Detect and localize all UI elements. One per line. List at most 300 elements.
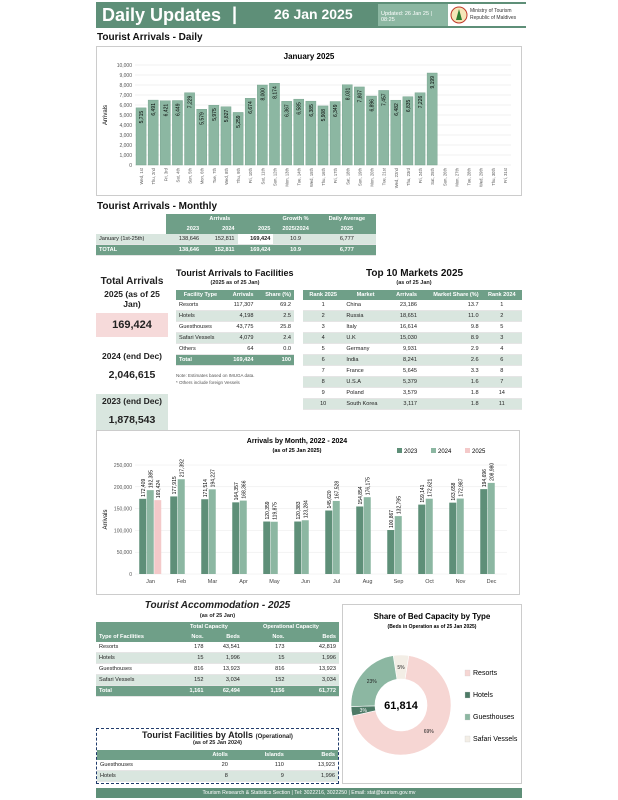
x-tick-label: Mar — [207, 579, 218, 585]
cell: 2 — [482, 311, 522, 322]
x-tick-label: Sun, 5th — [187, 168, 193, 184]
cell: 169,424 — [225, 355, 257, 366]
bar — [457, 499, 464, 574]
cell: 1.6 — [420, 377, 482, 388]
data-label: 176,175 — [365, 477, 372, 496]
cell: 8,241 — [388, 355, 420, 366]
y-tick-label: 1,000 — [119, 153, 132, 159]
data-label: 120,359 — [265, 501, 271, 520]
cell: 9.8 — [420, 322, 482, 333]
cell: 0.0 — [257, 344, 295, 355]
cell: 2.4 — [257, 333, 295, 344]
cell: 13,923 — [207, 664, 243, 675]
cell: 3 — [303, 322, 343, 333]
bar — [395, 516, 402, 574]
data-label: 5,259 — [236, 115, 243, 128]
cell: Safari Vessels — [176, 333, 225, 344]
y-tick-label: 150,000 — [113, 506, 132, 513]
data-label: 168,366 — [241, 480, 248, 499]
bar — [201, 499, 208, 574]
data-label: 100,867 — [389, 509, 395, 529]
legend-swatch — [465, 448, 470, 453]
cell: 2 — [303, 311, 343, 322]
legend-label: 2025 — [472, 449, 486, 455]
cell: Resorts — [176, 300, 225, 311]
x-tick-label: Fri, 10th — [248, 168, 254, 184]
bar — [449, 503, 456, 574]
data-label: 159,141 — [420, 484, 426, 503]
cell: 4 — [482, 344, 522, 355]
total-arrivals-title: Total Arrivals — [100, 276, 164, 287]
x-tick-label: Mon, 13th — [284, 168, 290, 187]
data-label: 5,579 — [199, 112, 206, 125]
arrivals-group-header: Arrivals — [166, 214, 273, 224]
legend-swatch — [465, 670, 470, 676]
atolls-subtitle: (as of 25 Jan 2024) — [193, 740, 242, 746]
y-tick-label: 7,000 — [119, 93, 132, 99]
footer-bar: Tourism Research & Statistics Section | Tel: 3022216, 3022250 | Email: stat@tourism.gov.mv — [96, 788, 522, 798]
cell: 1,996 — [287, 653, 339, 664]
y-tick-label: 9,000 — [119, 73, 132, 79]
cell: Guesthouses — [96, 664, 175, 675]
cell: 18,651 — [388, 311, 420, 322]
x-tick-label: Fri, 3rd — [163, 168, 169, 182]
cell: 25.8 — [257, 322, 295, 333]
label-2023: 2023 (end Dec) — [96, 394, 168, 408]
atolls-table — [97, 750, 338, 782]
bed-share-panel — [342, 604, 522, 784]
table-total-row — [176, 355, 294, 366]
data-label: 7,457 — [381, 93, 388, 106]
accommodation-subtitle: (as of 25 Jan) — [199, 613, 236, 619]
facilities-title: Tourist Arrivals to Facilities — [176, 268, 294, 278]
emblem-icon — [450, 6, 468, 24]
table-row — [303, 366, 522, 377]
chart-subtitle: (as of 25 Jan 2025) — [272, 448, 322, 454]
cell: 15,030 — [388, 333, 420, 344]
col-daily: 2025 — [318, 224, 376, 234]
cell: 4,079 — [225, 333, 257, 344]
chart-title: Share of Bed Capacity by Type — [373, 612, 491, 621]
legend-label: 2023 — [404, 449, 418, 455]
data-label: 6,585 — [296, 102, 303, 115]
table-row — [97, 760, 338, 771]
table-row — [176, 300, 294, 311]
cell: 138,646 — [166, 234, 202, 245]
bar — [232, 502, 239, 574]
cell: 9 — [231, 771, 287, 782]
col-2023: 2023 — [166, 224, 202, 234]
cell: 1,996 — [287, 771, 338, 782]
bar — [364, 497, 371, 574]
cell: 2.9 — [420, 344, 482, 355]
cell: 8 — [183, 771, 231, 782]
cell: 20 — [183, 760, 231, 771]
data-label: 5,715 — [139, 110, 146, 124]
table-row — [96, 653, 339, 664]
x-tick-label: Nov — [455, 579, 466, 585]
cell: Safari Vessels — [96, 675, 175, 686]
cell: 10.9 — [273, 245, 317, 256]
x-tick-label: Sat, 25th — [430, 168, 436, 185]
x-tick-label: Thu, 30th — [490, 168, 496, 186]
y-tick-label: 250,000 — [113, 463, 132, 469]
cell: 138,646 — [166, 245, 202, 256]
data-label: 8,000 — [260, 88, 267, 101]
legend-label: Safari Vessels — [473, 736, 518, 743]
cell: Hotels — [96, 653, 175, 664]
top10-title: Top 10 Markets 2025 — [366, 268, 464, 279]
cell: 6 — [303, 355, 343, 366]
y-axis-label: Arrivals — [103, 509, 109, 530]
atolls-panel — [96, 728, 339, 784]
x-tick-label: Wed, 1st — [139, 168, 145, 185]
data-label: 169,424 — [156, 480, 162, 499]
ministry-name: Ministry of Tourism — [470, 8, 512, 14]
data-label: 171,514 — [203, 479, 209, 498]
x-tick-label: Tue, 14th — [296, 168, 302, 186]
x-tick-label: May — [269, 579, 280, 585]
data-label: 172,621 — [427, 478, 434, 497]
column-header: Facility Type — [176, 290, 225, 300]
value-2024: 2,046,615 — [108, 369, 156, 381]
bar — [426, 499, 433, 574]
table-row — [303, 377, 522, 388]
legend-label: 2024 — [438, 449, 452, 455]
bar — [418, 505, 425, 574]
monthly-section-title: Tourist Arrivals - Monthly — [97, 201, 218, 212]
data-label: 6,367 — [284, 104, 291, 117]
x-tick-label: Thu, 23rd — [405, 168, 411, 186]
daily-section-title: Tourist Arrivals - Daily — [97, 32, 203, 43]
slice-label: 5% — [397, 665, 405, 671]
value-2023: 1,878,543 — [96, 408, 168, 432]
cell: Guesthouses — [97, 760, 183, 771]
cell: 10.9 — [273, 234, 317, 245]
total-arrivals-panel — [96, 276, 168, 432]
cell: 117,307 — [225, 300, 257, 311]
y-tick-label: 100,000 — [113, 528, 132, 535]
data-label: 163,658 — [451, 482, 457, 501]
x-tick-label: Jun — [301, 579, 310, 585]
legend-swatch — [431, 448, 436, 453]
cell: 3,117 — [388, 399, 420, 410]
x-tick-label: Aug — [362, 579, 373, 585]
col-2024: 2024 — [202, 224, 237, 234]
x-tick-label: Tue, 7th — [211, 168, 217, 184]
column-header: Market — [343, 290, 387, 300]
facilities-note: Note: Estimates based on IMUGA data. — [176, 373, 255, 378]
y-tick-label: 4,000 — [119, 123, 132, 129]
data-label: 145,620 — [327, 490, 333, 509]
x-tick-label: Fri, 24th — [418, 168, 424, 184]
column-header: Rank 2024 — [482, 290, 522, 300]
cell: 61,772 — [287, 686, 339, 697]
cell: 6 — [482, 355, 522, 366]
cell: 7 — [482, 377, 522, 388]
cell: U.S.A — [343, 377, 387, 388]
cell: 1.8 — [420, 399, 482, 410]
cell: 16,614 — [388, 322, 420, 333]
bar — [154, 500, 161, 574]
data-label: 7,807 — [357, 89, 364, 103]
cell: 13,923 — [287, 760, 338, 771]
cell: 5 — [303, 344, 343, 355]
col-growth: 2025/2024 — [273, 224, 317, 234]
top10-table — [303, 290, 522, 410]
ministry-country: Republic of Maldives — [470, 15, 517, 21]
data-label: 7,226 — [418, 95, 425, 109]
atolls-title-text: Tourist Facilities by Atolls — [142, 730, 254, 740]
atolls-title-suffix: (Operational) — [255, 734, 293, 740]
updated-stamp: Updated: 26 Jan 25 | 08:25 — [378, 4, 448, 26]
bar — [387, 530, 394, 574]
data-label: 194,696 — [482, 469, 488, 488]
label-2025: 2025 (as of 25 Jan) — [104, 289, 160, 309]
cell: 62,494 — [207, 686, 243, 697]
data-label: 8,031 — [345, 87, 352, 101]
col-beds: Beds — [287, 632, 339, 642]
data-label: 120,383 — [296, 501, 302, 520]
column-header: Share (%) — [257, 290, 295, 300]
cell: 1 — [482, 300, 522, 311]
cell: 9,931 — [388, 344, 420, 355]
y-tick-label: 5,000 — [119, 113, 132, 119]
x-tick-label: Tue, 21st — [381, 168, 387, 186]
cell: Poland — [343, 388, 387, 399]
table-row — [176, 344, 294, 355]
legend-label: Hotels — [473, 692, 493, 699]
x-tick-label: Apr — [239, 579, 248, 585]
cell: 14 — [482, 388, 522, 399]
x-tick-label: Jan — [146, 579, 155, 585]
value-2025: 169,424 — [96, 313, 168, 337]
cell: 3,034 — [287, 675, 339, 686]
atolls-title — [97, 730, 338, 740]
data-label: 5,908 — [321, 108, 327, 122]
cell: 11.0 — [420, 311, 482, 322]
table-total-row — [96, 686, 339, 697]
bar — [209, 489, 216, 574]
y-axis-label: Arrivals — [103, 104, 109, 126]
table-row — [303, 355, 522, 366]
cell: South Korea — [343, 399, 387, 410]
x-tick-label: Sun, 12th — [272, 168, 278, 186]
table-row — [303, 399, 522, 410]
cell: 3.3 — [420, 366, 482, 377]
data-label: 167,528 — [334, 480, 341, 499]
data-label: 123,284 — [303, 500, 310, 519]
table-row — [303, 311, 522, 322]
total-capacity-header: Total Capacity — [175, 622, 243, 632]
data-label: 154,854 — [358, 486, 364, 505]
data-label: 8,174 — [272, 86, 279, 99]
x-tick-label: Wed, 8th — [223, 168, 229, 185]
table-total-row — [96, 245, 376, 256]
top10-subtitle: (as of 25 Jan) — [396, 280, 432, 286]
data-label: 6,349 — [333, 104, 340, 118]
cell: 110 — [231, 760, 287, 771]
bed-share-pie-chart — [343, 605, 521, 783]
cell: 15 — [175, 653, 207, 664]
cell: 152 — [243, 675, 288, 686]
y-tick-label: 200,000 — [113, 484, 132, 491]
bar — [488, 483, 495, 574]
cell: 1,156 — [243, 686, 288, 697]
bar — [325, 511, 332, 574]
data-label: 5,827 — [223, 109, 230, 123]
page-title: Daily Updates — [102, 5, 222, 25]
cell: 6,777 — [318, 234, 376, 245]
cell: 169,424 — [238, 234, 274, 245]
data-label: 6,482 — [393, 103, 400, 116]
cell: 15 — [243, 653, 288, 664]
cell: 152,811 — [202, 245, 237, 256]
x-tick-label: Sat, 4th — [175, 168, 181, 183]
cell: 7 — [303, 366, 343, 377]
x-tick-label: Thu, 2nd — [151, 168, 157, 185]
x-tick-label: Tue, 28th — [466, 168, 472, 186]
cell: Italy — [343, 322, 387, 333]
y-tick-label: 50,000 — [116, 550, 132, 557]
monthly-table — [96, 214, 376, 256]
cell: 8 — [482, 366, 522, 377]
cell: 1,161 — [175, 686, 207, 697]
legend-swatch — [397, 448, 402, 453]
chart-subtitle: (Beds in Operation as of 25 Jan 2025) — [387, 624, 477, 630]
header-date: 26 Jan 2025 — [274, 6, 353, 22]
cell: Germany — [343, 344, 387, 355]
y-tick-label: 3,000 — [119, 133, 132, 139]
cell: 5,379 — [388, 377, 420, 388]
header-bar — [96, 2, 526, 28]
bar — [480, 489, 487, 574]
bar — [139, 499, 146, 574]
x-tick-label: Thu, 16th — [321, 168, 326, 186]
cell: 42,819 — [287, 642, 339, 653]
x-tick-label: Sun, 26th — [442, 168, 448, 186]
bar — [271, 522, 278, 574]
bar — [356, 506, 363, 574]
x-tick-label: Sun, 19th — [357, 168, 363, 186]
x-tick-label: Sat, 11th — [260, 168, 266, 185]
data-label: 5,975 — [211, 108, 218, 121]
table-row — [176, 322, 294, 333]
bar — [302, 520, 309, 574]
chart-title: Arrivals by Month, 2022 - 2024 — [246, 438, 348, 445]
x-tick-label: Fri, 17th — [333, 168, 339, 184]
bar — [170, 496, 177, 574]
cell: 9 — [303, 388, 343, 399]
row-label: TOTAL — [96, 245, 166, 256]
x-tick-label: Feb — [176, 579, 187, 585]
cell: Guesthouses — [176, 322, 225, 333]
label-2024: 2024 (end Dec) — [102, 351, 162, 361]
ministry-logo — [448, 4, 526, 26]
col-beds: Beds — [207, 632, 243, 642]
cell: India — [343, 355, 387, 366]
accommodation-title: Tourist Accommodation - 2025 — [144, 600, 291, 611]
table-row — [97, 771, 338, 782]
x-tick-label: Oct — [425, 579, 434, 585]
x-tick-label: Mon, 20th — [369, 168, 375, 187]
cell: 10 — [303, 399, 343, 410]
y-tick-label: 0 — [129, 572, 132, 578]
data-label: 192,385 — [148, 470, 155, 489]
x-tick-label: Wed, 15th — [308, 168, 314, 188]
cell: 1 — [303, 300, 343, 311]
cell: Total — [96, 686, 175, 697]
cell: 3,034 — [207, 675, 243, 686]
y-tick-label: 6,000 — [119, 103, 132, 109]
bar — [333, 501, 340, 574]
bar — [178, 479, 185, 574]
cell: France — [343, 366, 387, 377]
cell: 1.8 — [420, 388, 482, 399]
table-row — [303, 322, 522, 333]
data-label: 164,357 — [234, 482, 240, 501]
chart-title: January 2025 — [283, 52, 335, 61]
cell: 5,645 — [388, 366, 420, 377]
cell: 178 — [175, 642, 207, 653]
bar — [263, 522, 270, 574]
cell: Russia — [343, 311, 387, 322]
cell: 6,777 — [318, 245, 376, 256]
slice-label: 69% — [423, 729, 434, 736]
data-label: 172,987 — [458, 478, 465, 497]
cell: 816 — [175, 664, 207, 675]
cell: 23,186 — [388, 300, 420, 311]
table-row — [96, 664, 339, 675]
cell: 11 — [482, 399, 522, 410]
table-row — [303, 333, 522, 344]
legend-swatch — [465, 736, 470, 742]
column-header: Islands — [231, 750, 287, 760]
column-header — [97, 750, 183, 760]
cell: 2.5 — [257, 311, 295, 322]
col-nos: Nos. — [243, 632, 288, 642]
legend-label: Resorts — [473, 670, 498, 677]
data-label: 6,421 — [163, 103, 170, 117]
x-tick-label: Wed, 22nd — [393, 168, 399, 189]
data-label: 7,229 — [187, 95, 194, 109]
data-label: 208,980 — [489, 462, 496, 481]
cell: 3 — [482, 333, 522, 344]
daily-arrivals-chart — [97, 47, 521, 195]
y-tick-label: 10,000 — [116, 63, 132, 69]
accommodation-table — [96, 622, 339, 697]
cell: 2.6 — [420, 355, 482, 366]
table-row — [176, 311, 294, 322]
col-type: Type of Facilities — [96, 632, 175, 642]
data-label: 6,835 — [405, 99, 412, 113]
legend-swatch — [465, 692, 470, 698]
data-label: 6,449 — [175, 103, 182, 117]
column-header: Beds — [287, 750, 338, 760]
cell: 4 — [303, 333, 343, 344]
data-label: 6,385 — [308, 104, 315, 117]
col-nos: Nos. — [175, 632, 207, 642]
table-row — [96, 675, 339, 686]
cell: Hotels — [176, 311, 225, 322]
cell: 3,579 — [388, 388, 420, 399]
table-row — [96, 234, 376, 245]
cell: 8.9 — [420, 333, 482, 344]
x-tick-label: Sep — [393, 579, 404, 585]
daily-chart-panel — [96, 46, 522, 196]
data-label: 119,875 — [272, 502, 279, 520]
column-header: Market Share (%) — [420, 290, 482, 300]
